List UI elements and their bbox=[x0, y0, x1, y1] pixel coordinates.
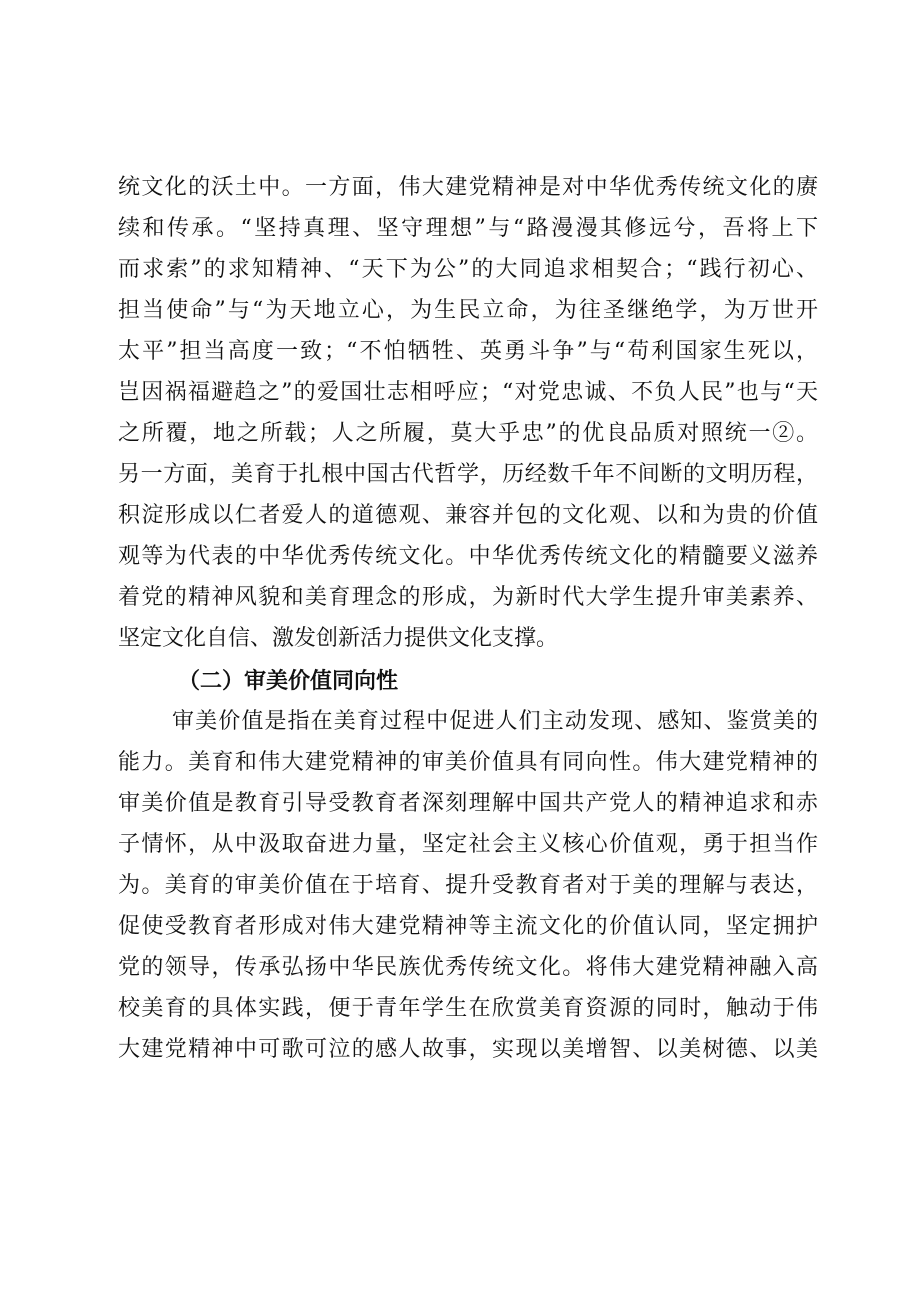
paragraph-line: 担当使命”与“为天地立心，为生民立命，为往圣继绝学，为万世开 bbox=[118, 298, 818, 323]
paragraph-line: 审美价值是教育引导受教育者深刻理解中国共产党人的精神追求和赤 bbox=[118, 791, 818, 816]
paragraph-line: 太平”担当高度一致；“不怕牺牲、英勇斗争”与“苟利国家生死以， bbox=[118, 339, 818, 364]
paragraph-line: 统文化的沃土中。一方面，伟大建党精神是对中华优秀传统文化的赓 bbox=[118, 175, 818, 200]
paragraph-line: 续和传承。“坚持真理、坚守理想”与“路漫漫其修远兮，吾将上下 bbox=[118, 216, 818, 241]
paragraph-line: 之所覆，地之所载；人之所履，莫大乎忠”的优良品质对照统一②。 bbox=[118, 421, 818, 446]
paragraph-line: 观等为代表的中华优秀传统文化。中华优秀传统文化的精髓要义滋养 bbox=[118, 544, 818, 569]
paragraph-line: 而求索”的求知精神、“天下为公”的大同追求相契合；“践行初心、 bbox=[118, 257, 818, 282]
paragraph-line: 着党的精神风貌和美育理念的形成，为新时代大学生提升审美素养、 bbox=[118, 585, 818, 610]
paragraph-line: 积淀形成以仁者爱人的道德观、兼容并包的文化观、以和为贵的价值 bbox=[118, 503, 818, 528]
paragraph-line: 能力。美育和伟大建党精神的审美价值具有同向性。伟大建党精神的 bbox=[118, 750, 818, 775]
paragraph-line: 岂因祸福避趋之”的爱国壮志相呼应；“对党忠诚、不负人民”也与“天 bbox=[118, 380, 818, 405]
paragraph-line: 另一方面，美育于扎根中国古代哲学，历经数千年不间断的文明历程， bbox=[118, 462, 818, 487]
paragraph-line: 促使受教育者形成对伟大建党精神等主流文化的价值认同，坚定拥护 bbox=[118, 914, 818, 939]
section-heading: （二）审美价值同向性 bbox=[178, 669, 399, 694]
paragraph-line: 为。美育的审美价值在于培育、提升受教育者对于美的理解与表达， bbox=[118, 873, 818, 898]
paragraph-line: 坚定文化自信、激发创新活力提供文化支撑。 bbox=[118, 626, 559, 651]
paragraph-line: 审美价值是指在美育过程中促进人们主动发现、感知、鉴赏美的 bbox=[172, 709, 818, 734]
paragraph-line: 校美育的具体实践，便于青年学生在欣赏美育资源的同时，触动于伟 bbox=[118, 996, 818, 1021]
paragraph-line: 党的领导，传承弘扬中华民族优秀传统文化。将伟大建党精神融入高 bbox=[118, 955, 818, 980]
paragraph-line: 大建党精神中可歌可泣的感人故事，实现以美增智、以美树德、以美 bbox=[118, 1037, 818, 1062]
paragraph-line: 子情怀，从中汲取奋进力量，坚定社会主义核心价值观，勇于担当作 bbox=[118, 832, 818, 857]
